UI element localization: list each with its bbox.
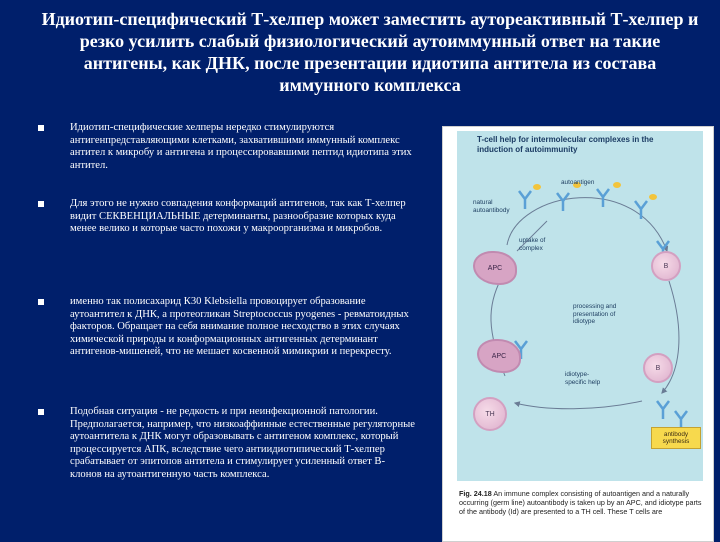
cycle-arrow-bottom [515,401,642,409]
label-natural-autoantibody: natural autoantibody [473,199,510,214]
diagram-panel [457,131,703,481]
bullet-text-yellow: Для этого не нужно совпадения конформаций антигенов, так как Т-хелпер видит СЕКВЕНЦИАЛЬНЫЕ детерминанты, разнообразие которых куда менее велико и которые часто похожи у макроорганизма и микробов. [70,198,406,235]
bullet-marker-icon [38,125,44,131]
bullet-marker-icon [38,201,44,207]
slide-title: Идиотип-специфический Т-хелпер может заместить аутореактивный Т-хелпер и резко усилить слабый физиологический аутоиммунный ответ на такие антигены, как ДНК, после презентации идиотипа антитела из состава иммунного комплекса [41,9,699,95]
antibody-synthesis-box: antibody synthesis [651,427,701,449]
b-cell-bottom: B [643,353,673,383]
bullet-text-white: Идиотип-специфические хелперы нередко стимулируются антигенпредставляющими клетками, захватившими иммунный комплекс антител к микробу и антигена и процессировавшими пептид идиотипа этих антител. [70,122,412,171]
label-uptake: uptake of complex [519,237,546,252]
b-cell-top: B [651,251,681,281]
bullet-marker-icon [38,299,44,305]
autoantigen-icon [533,182,657,200]
caption-figure-number: Fig. 24.18 [459,489,492,498]
figure-image [442,126,714,542]
label-idiotype-help: idiotype-specific help [565,371,601,386]
apc-cell-top: APC [473,251,517,285]
caption-text: An immune complex consisting of autoantigen and a naturally occurring (germ line) autoantibody is taken up by an APC, and idiotype parts of the antibody (Id) are presented to a TH cell. These T cells are [459,489,702,516]
figure-caption [459,489,704,516]
label-processing: processing and presentation of idiotype [573,303,617,325]
bullet-text [70,122,416,172]
th-cell: TH [473,397,507,431]
bullet-marker-icon [38,409,44,415]
panel-title: T-cell help for intermolecular complexes in the induction of autoimmunity [477,135,654,154]
bullet-text: именно так полисахарид К30 Klebsiella провоцирует образование аутоантител к ДНК, а протеогликан Streptococcus pyogenes - ревматоидных факторов. Обращает на себя внимание полное несходство в этих случаях химической природы и конформационных антигенных детерминант антигенов-мишеней, что не мешает косвенной мимикрии и перекресту. [70,296,409,358]
bullet-text: Подобная ситуация - не редкость и при неинфекционной патологии. Предполагается, например, что низкоаффинные естественные регуляторные аутоантитела к ДНК могут образовывать с антигеном комплекс, который процессируется АПК, вследствие чего антиидиотипический Т-хелпер срабатывает от эпитопов антитела и стимулирует усиленный ответ В-клонов на аутоантигенную часть комплекса. [70,406,415,480]
apc-cell-bottom: APC [477,339,521,373]
label-autoantigen: autoantigen [561,179,595,186]
